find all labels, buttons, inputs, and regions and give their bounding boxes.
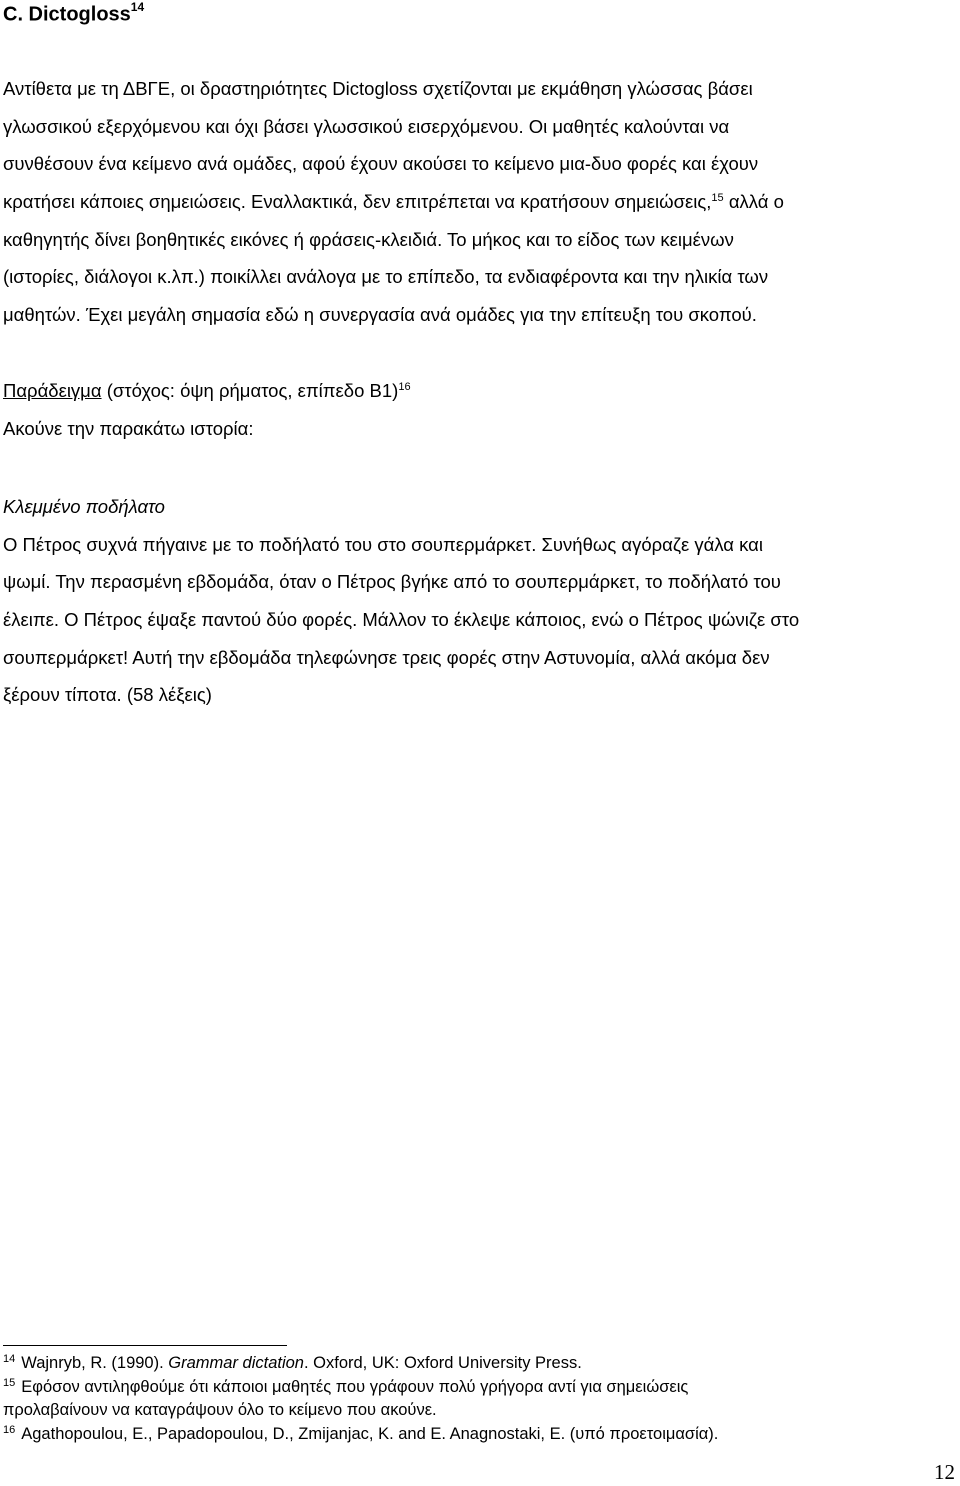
footnote-15-continued: προλαβαίνουν να καταγράψουν όλο το κείμενο που ακούνε. (3, 1401, 437, 1420)
example-label: Παράδειγμα (3, 380, 102, 401)
paragraph-line (3, 183, 948, 221)
story-line: έλειπε. Ο Πέτρος έψαξε παντού δύο φορές. Μάλλον το έκλεψε κάποιος, ενώ ο Πέτρος ψώνιζε στο (3, 609, 800, 631)
example-instruction: Ακούνε την παρακάτω ιστορία: (3, 417, 254, 439)
footnote-text: Agathopoulou, E., Papadopoulou, D., Zmijanjac, K. and E. Anagnostaki, E. (υπό προετοιμασία). (21, 1424, 719, 1443)
footnote-16 (3, 1423, 948, 1447)
paragraph-line: Αντίθετα με τη ΔΒΓΕ, οι δραστηριότητες Dictogloss σχετίζονται με εκμάθηση γλώσσας βάσει (3, 78, 753, 99)
paragraph-line: μαθητών. Έχει μεγάλη σημασία εδώ η συνεργασία ανά ομάδες για την επίτευξη του σκοπού. (3, 304, 757, 326)
story-line: ψωμί. Την περασμένη εβδομάδα, όταν ο Πέτρος βγήκε από το σουπερμάρκετ, το ποδήλατό του (3, 571, 781, 593)
paragraph-line: καθηγητής δίνει βοηθητικές εικόνες ή φράσεις-κλειδιά. Το μήκος και το είδος των κειμένων (3, 228, 734, 250)
footnote-text: Εφόσον αντιληφθούμε ότι κάποιοι μαθητές που γράφουν πολύ γρήγορα αντί για σημειώσεις (21, 1377, 689, 1396)
page-number: 12 (934, 1460, 955, 1484)
paragraph-line: γλωσσικού εξερχόμενου και όχι βάσει γλωσσικού εισερχόμενου. Οι μαθητές καλούνται να (3, 115, 730, 137)
paragraph-line: (ιστορίες, διάλογοι κ.λπ.) ποικίλλει ανάλογα με το επίπεδο, τα ενδιαφέροντα και την ηλικία των (3, 266, 769, 288)
footnote-separator (3, 1345, 287, 1346)
footnote-mark: 15 (3, 1376, 16, 1389)
example-block (3, 372, 948, 447)
intro-paragraph (3, 70, 948, 334)
footnote-mark: 14 (3, 1353, 16, 1365)
example-detail: (στόχος: όψη ρήματος, επίπεδο Β1) (106, 380, 399, 401)
footnote-text: Wajnryb, R. (1990). (21, 1354, 164, 1372)
paragraph-text: κρατήσει κάποιες σημειώσεις. (3, 191, 246, 213)
section-heading-text: C. Dictogloss (3, 3, 131, 26)
story-line: Ο Πέτρος συχνά πήγαινε με το ποδήλατό του στο σουπερμάρκετ. Συνήθως αγόραζε γάλα και (3, 533, 763, 555)
section-heading (3, 2, 144, 27)
footnote-14 (3, 1352, 948, 1376)
story-block (3, 488, 948, 714)
footnote-text: . Oxford, UK: Oxford University Press. (304, 1354, 582, 1372)
footnote-ref-14[interactable]: 14 (130, 0, 145, 14)
footnote-15 (3, 1376, 948, 1400)
paragraph-line: συνθέσουν ένα κείμενο ανά ομάδες, αφού έχουν ακούσει το κείμενο μια-δυο φορές και έχουν (3, 153, 759, 175)
paragraph-text: αλλά ο (728, 191, 784, 213)
example-heading-line (3, 372, 948, 410)
footnotes (3, 1352, 948, 1446)
story-line: σουπερμάρκετ! Αυτή την εβδομάδα τηλεφώνησε τρεις φορές στην Αστυνομία, αλλά ακόμα δεν (3, 646, 770, 668)
footnote-ref-15[interactable]: 15 (711, 192, 724, 205)
footnote-mark: 16 (3, 1423, 16, 1436)
footnote-ref-16[interactable]: 16 (398, 381, 411, 393)
paragraph-text: Εναλλακτικά, δεν επιτρέπεται να κρατήσουν σημειώσεις, (251, 191, 712, 213)
story-line: ξέρουν τίποτα. (58 λέξεις) (3, 684, 212, 706)
footnote-book-title: Grammar dictation (168, 1354, 304, 1372)
story-title: Κλεμμένο ποδήλατο (3, 496, 165, 517)
